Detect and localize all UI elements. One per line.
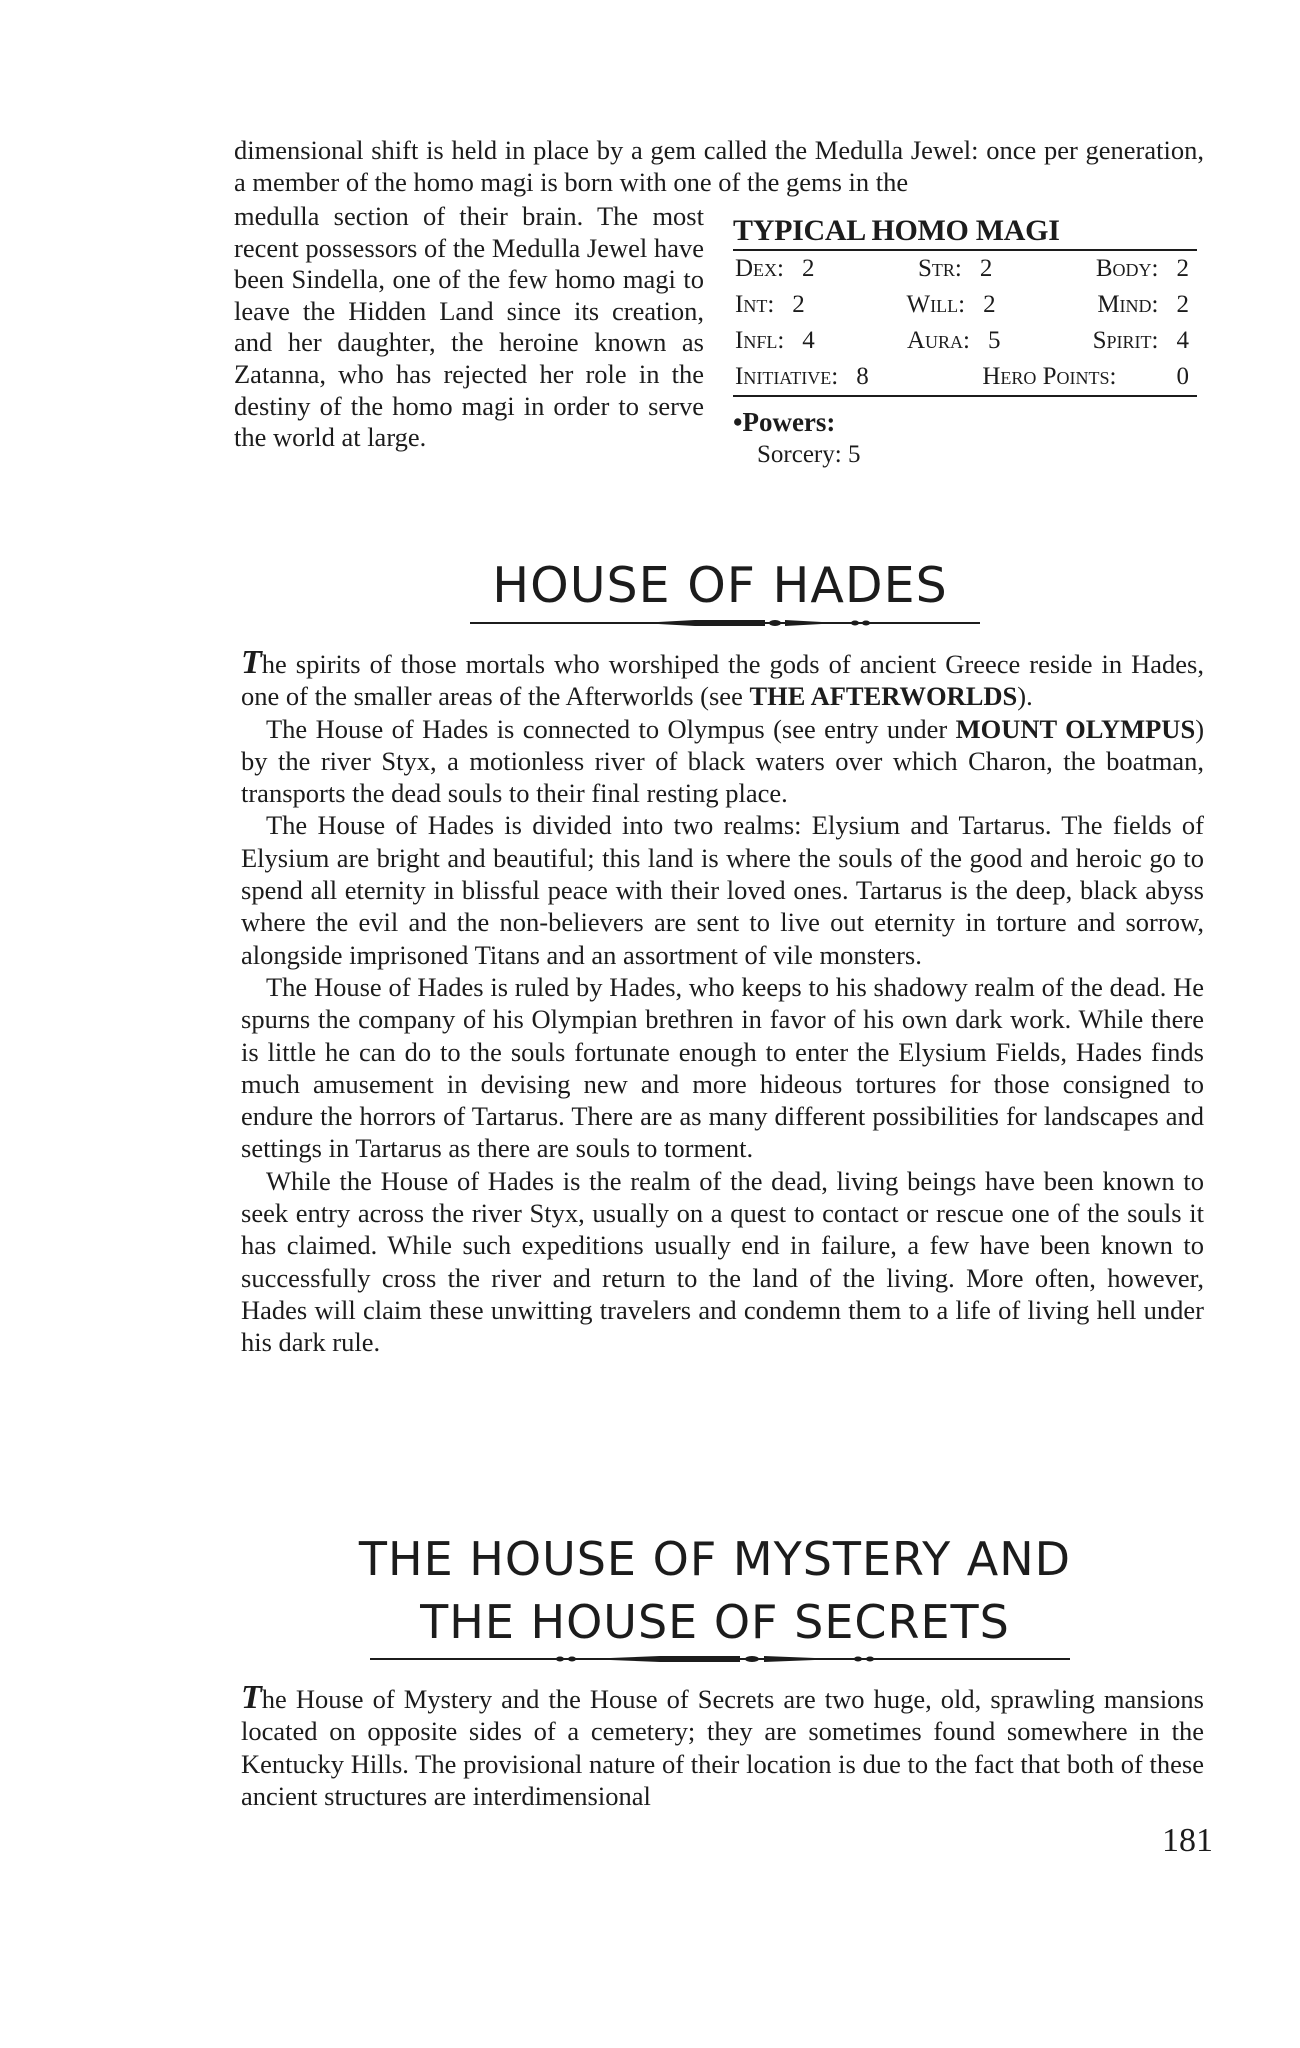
stat-row <box>733 287 1197 323</box>
stat-block-title: TYPICAL HOMO MAGI <box>733 214 1197 251</box>
stat-row <box>733 323 1197 359</box>
cross-reference: THE AFTERWORLDS <box>749 681 1018 712</box>
stat-spirit: Spirit: 4 <box>1092 327 1189 354</box>
powers-value: Sorcery: 5 <box>757 441 861 468</box>
section-heading-mystery <box>330 1528 1100 1654</box>
mystery-paragraph-1: The House of Mystery and the House of Secrets are two huge, old, sprawling mansions located on opposite sides of a cemetery; they are sometimes found somewhere in the Kentucky Hills. The provisional nature of their location is due to the fact that both of these ancient structures are interdimensional <box>241 1679 1204 1811</box>
heading-line-2: THE HOUSE OF SECRETS <box>420 1595 1010 1649</box>
heading-line-1: THE HOUSE OF MYSTERY AND <box>358 1532 1072 1586</box>
stat-row-initiative <box>733 359 1197 397</box>
hades-paragraph-5: While the House of Hades is the realm of the dead, living beings have been known to seek entry across the river Styx, usually on a quest to contact or rescue one of the souls it has claimed. While such expeditions usually end in failure, a few have been known to successfully cross the river and return to the land of the living. More often, however, Hades will claim these unwitting travelers and condemn them to a life of living hell under his dark rule. <box>241 1165 1204 1358</box>
hades-paragraph-2: The House of Hades is connected to Olympus (see entry under MOUNT OLYMPUS) by the river Styx, a motionless river of black waters over which Charon, the boatman, transports the dead souls to their final resting place. <box>241 713 1205 809</box>
stat-block <box>733 214 1197 471</box>
stat-int: Int: 2 <box>735 291 805 318</box>
decorative-rule <box>470 618 980 628</box>
cross-reference: MOUNT OLYMPUS <box>955 713 1196 744</box>
mystery-body <box>241 1679 1204 1812</box>
stat-dex: Dex: 2 <box>735 255 815 282</box>
hades-paragraph-3: The House of Hades is divided into two realms: Elysium and Tartarus. The fields of Elysium are bright and beautiful; this land is where the souls of the good and heroic go to spend all eternity in blissful peace with their loved ones. Tartarus is the deep, black abyss where the evil and the non-believers are sent to live out eternity in torture and sorrow, alongside imprisoned Titans and an assortment of vile monsters. <box>241 810 1204 970</box>
stat-hero-points: Hero Points: 0 <box>982 363 1189 390</box>
section-heading-hades: HOUSE OF HADES <box>492 557 948 614</box>
stat-row <box>733 251 1197 287</box>
hades-body <box>241 644 1205 1359</box>
decorative-rule <box>370 1654 1070 1664</box>
intro-left-column: medulla section of their brain. The most recent possessors of the Medulla Jewel have been Sindella, one of the few homo magi to leave the Hidden Land since its creation, and her daughter, the heroine known as Zatanna, who has rejected her role in the destiny of the homo magi in order to serve the world at large. <box>234 201 704 453</box>
stat-mind: Mind: 2 <box>1097 291 1189 318</box>
drop-cap: T <box>241 644 262 681</box>
stat-body: Body: 2 <box>1095 255 1189 282</box>
stat-will: Will: 2 <box>906 291 996 318</box>
drop-cap: T <box>241 1679 262 1716</box>
stat-infl: Infl: 4 <box>735 327 815 354</box>
intro-top-paragraph: dimensional shift is held in place by a gem called the Medulla Jewel: once per generation, a member of the homo magi is born with one of the gems in the <box>234 135 1204 197</box>
stat-aura: Aura: 5 <box>906 327 1001 354</box>
page-number: 181 <box>1162 1822 1213 1859</box>
powers-heading: •Powers: <box>733 407 836 437</box>
hades-paragraph-1: The spirits of those mortals who worshiped the gods of ancient Greece reside in Hades, one of the smaller areas of the Afterworlds (see THE AFTERWORLDS). <box>241 644 1204 712</box>
stat-str: Str: 2 <box>918 255 993 282</box>
stat-initiative: Initiative: 8 <box>735 363 869 390</box>
hades-paragraph-4: The House of Hades is ruled by Hades, who keeps to his shadowy realm of the dead. He spurns the company of his Olympian brethren in favor of his own dark work. While there is little he can do to the souls fortunate enough to enter the Elysium Fields, Hades finds much amusement in devising new and more hideous tortures for those consigned to endure the horrors of Tartarus. There are as many different possibilities for landscapes and settings in Tartarus as there are souls to torment. <box>241 971 1204 1164</box>
